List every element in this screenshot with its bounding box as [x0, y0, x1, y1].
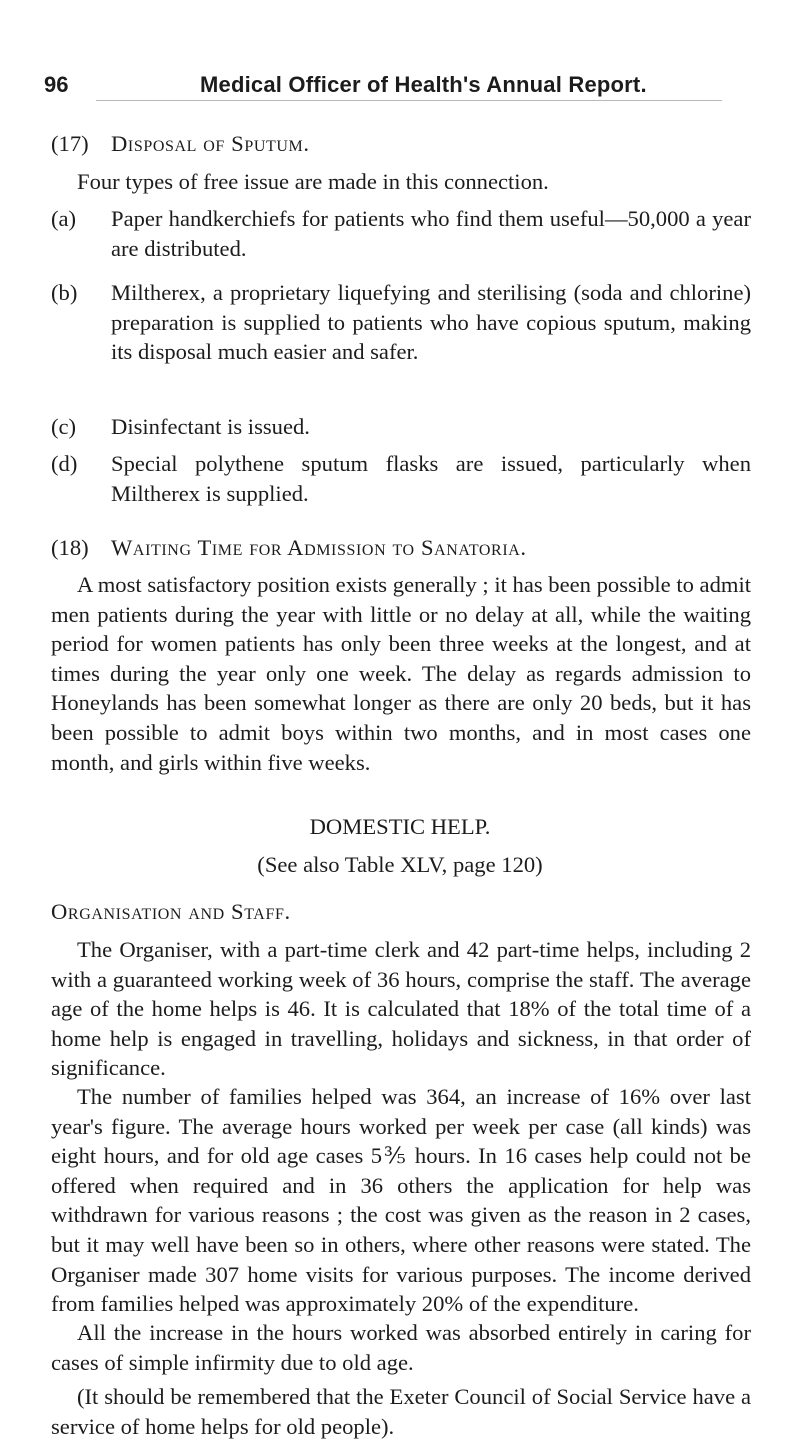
section-18-paragraph: A most satisfactory position exists generally ; it has been possible to admit men patients during the year with little or no delay at all, while the waiting period for women patients has only been three weeks at the longest, and at times during the year only one week. The delay as regards admission to Honeylands has been somewhat longer as there are only 20 beds, but it has been possible to admit boys within two months, and in most cases one month, and girls within five weeks. — [51, 572, 751, 775]
list-item-a — [51, 204, 751, 263]
list-label: (b) — [51, 280, 78, 305]
domestic-help-paragraph-1: The Organiser, with a part-time clerk and 42 part-time helps, including 2 with a guaranteed working week of 36 hours, comprise the staff. The average age of the home helps is 46. It is calculated that 18% of the total time of a home help is engaged in travelling, holidays and sickness, in that order of significance. — [51, 937, 751, 1081]
section-18-number: (18) — [51, 535, 89, 560]
list-text: Special polythene sputum flasks are issued, particularly when Miltherex is supplied. — [111, 451, 751, 506]
section-18-heading — [51, 533, 527, 563]
header-rule — [96, 100, 722, 101]
domestic-help-subtitle: (See also Table XLV, page 120) — [257, 852, 543, 877]
section-17-title: Disposal of Sputum. — [111, 131, 310, 156]
domestic-help-paragraph-3: All the increase in the hours worked was absorbed entirely in caring for cases of simple infirmity due to old age. — [51, 1320, 751, 1375]
page-number: 96 — [44, 72, 69, 97]
list-text: Disinfectant is issued. — [111, 414, 310, 439]
section-17-heading — [51, 129, 310, 159]
list-item-c — [51, 412, 751, 442]
list-item-d — [51, 449, 751, 508]
section-17-number: (17) — [51, 131, 89, 156]
list-label: (c) — [51, 414, 77, 439]
list-text: Miltherex, a proprietary liquefying and sterilising (soda and chlorine) preparation is supplied to patients who have copious sputum, making its disposal much easier and safer. — [111, 280, 751, 365]
domestic-help-paragraph-4: (It should be remembered that the Exeter Council of Social Service have a service of home helps for old people). — [51, 1384, 751, 1439]
list-label: (d) — [51, 451, 78, 476]
section-17-intro: Four types of free issue are made in this connection. — [77, 169, 549, 194]
organisation-staff-heading: Organisation and Staff. — [51, 899, 291, 924]
domestic-help-title: DOMESTIC HELP. — [309, 814, 491, 839]
list-text: Paper handkerchiefs for patients who find them useful—50,000 a year are distributed. — [111, 206, 751, 261]
section-18-title: Waiting Time for Admission to Sanatoria. — [111, 535, 527, 560]
list-item-b — [51, 278, 751, 367]
list-label: (a) — [51, 206, 77, 231]
running-header — [44, 72, 744, 102]
running-title: Medical Officer of Health's Annual Report. — [200, 72, 647, 97]
domestic-help-paragraph-2: The number of families helped was 364, an increase of 16% over last year's figure. The average hours worked per week per case (all kinds) was eight hours, and for old age cases 5⅗ hours. In 16 cases help could not be offered when required and in 36 others the application for help was withdrawn for various reasons ; the cost was given as the reason in 2 cases, but it may well have been so in others, where other reasons were stated. The Organiser made 307 home visits for various purposes. The income derived from families helped was approximately 20% of the expenditure. — [51, 1084, 751, 1317]
